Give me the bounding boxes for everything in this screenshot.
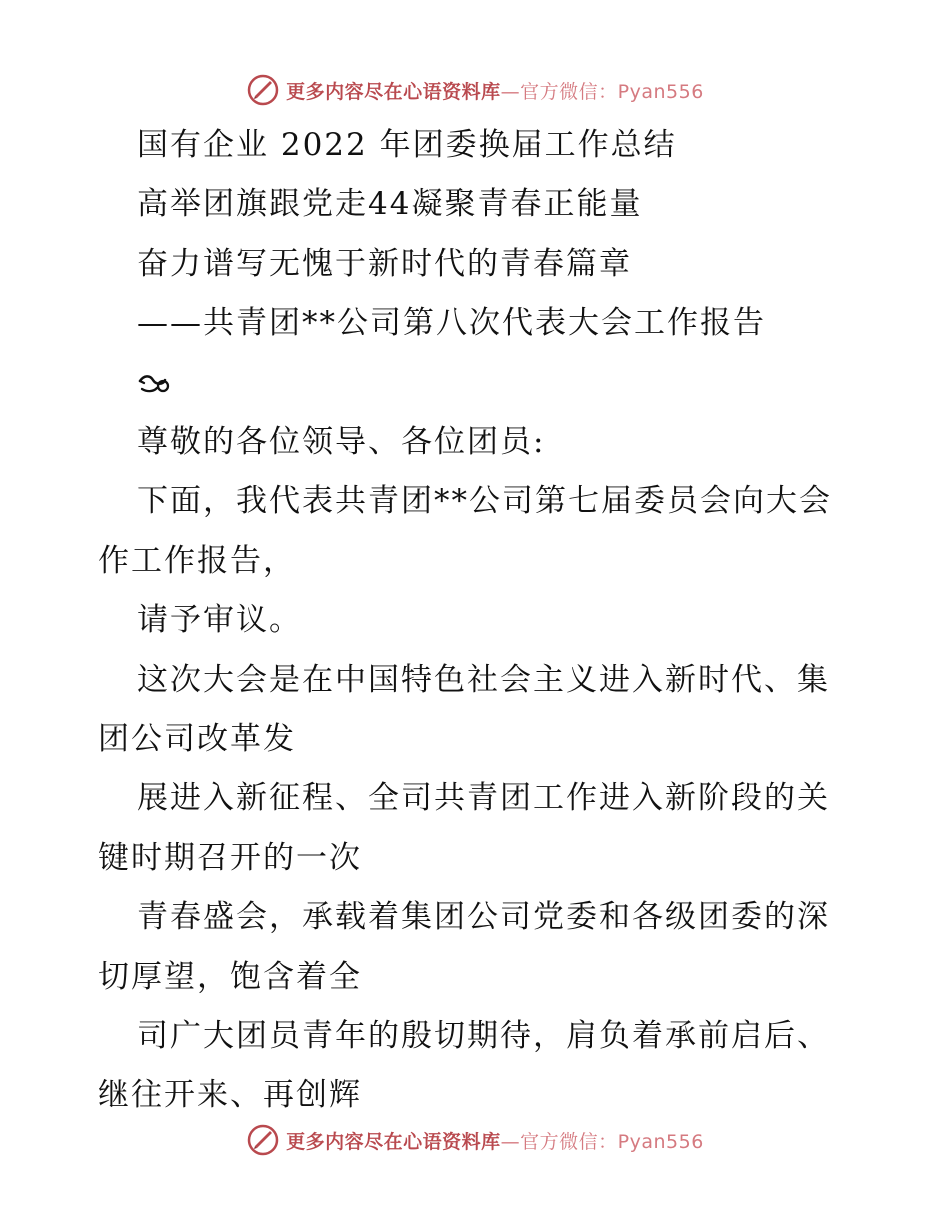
banner-contact-text: —官方微信：Pyan556: [500, 80, 704, 103]
seal-logo-icon: [246, 1123, 280, 1157]
body-line: 青春盛会，承载着集团公司党委和各级团委的深: [137, 899, 830, 936]
body-line: 这次大会是在中国特色社会主义进入新时代、集: [137, 661, 830, 698]
body-line: 作工作报告，: [98, 542, 296, 579]
header-banner: [0, 70, 950, 110]
title-line: 奋力谱写无愧于新时代的青春篇章: [137, 245, 632, 282]
title-line: 国有企业 2022 年团委换届工作总结: [137, 127, 677, 163]
footer-banner: [0, 1120, 950, 1160]
seal-logo-icon: [246, 73, 280, 107]
title-line: ——共青团**公司第八次代表大会工作报告: [137, 305, 766, 342]
banner-brand-text: 更多内容尽在心语资料库: [286, 1130, 501, 1153]
body-line: 继往开来、再创辉: [98, 1077, 362, 1114]
body-line: 下面，我代表共青团**公司第七届委员会向大会: [137, 483, 832, 520]
body-line: 键时期召开的一次: [98, 839, 362, 876]
body-line: 切厚望，饱含着全: [98, 958, 362, 995]
banner-contact-text: —官方微信：Pyan556: [500, 1130, 704, 1153]
document-body: [98, 116, 858, 1126]
body-line: 展进入新征程、全司共青团工作进入新阶段的关: [137, 780, 830, 817]
greeting: 尊敬的各位领导、各位团员:: [137, 424, 546, 461]
banner-brand-text: 更多内容尽在心语资料库: [286, 80, 501, 103]
ornament: [98, 354, 858, 413]
body-line: 请予审议。: [137, 602, 302, 639]
ornament-swirl-icon: [137, 371, 173, 395]
body-line: 司广大团员青年的殷切期待，肩负着承前启后、: [137, 1018, 830, 1055]
title-line: 高举团旗跟党走44凝聚青春正能量: [137, 186, 643, 223]
body-line: 团公司改革发: [98, 721, 296, 758]
